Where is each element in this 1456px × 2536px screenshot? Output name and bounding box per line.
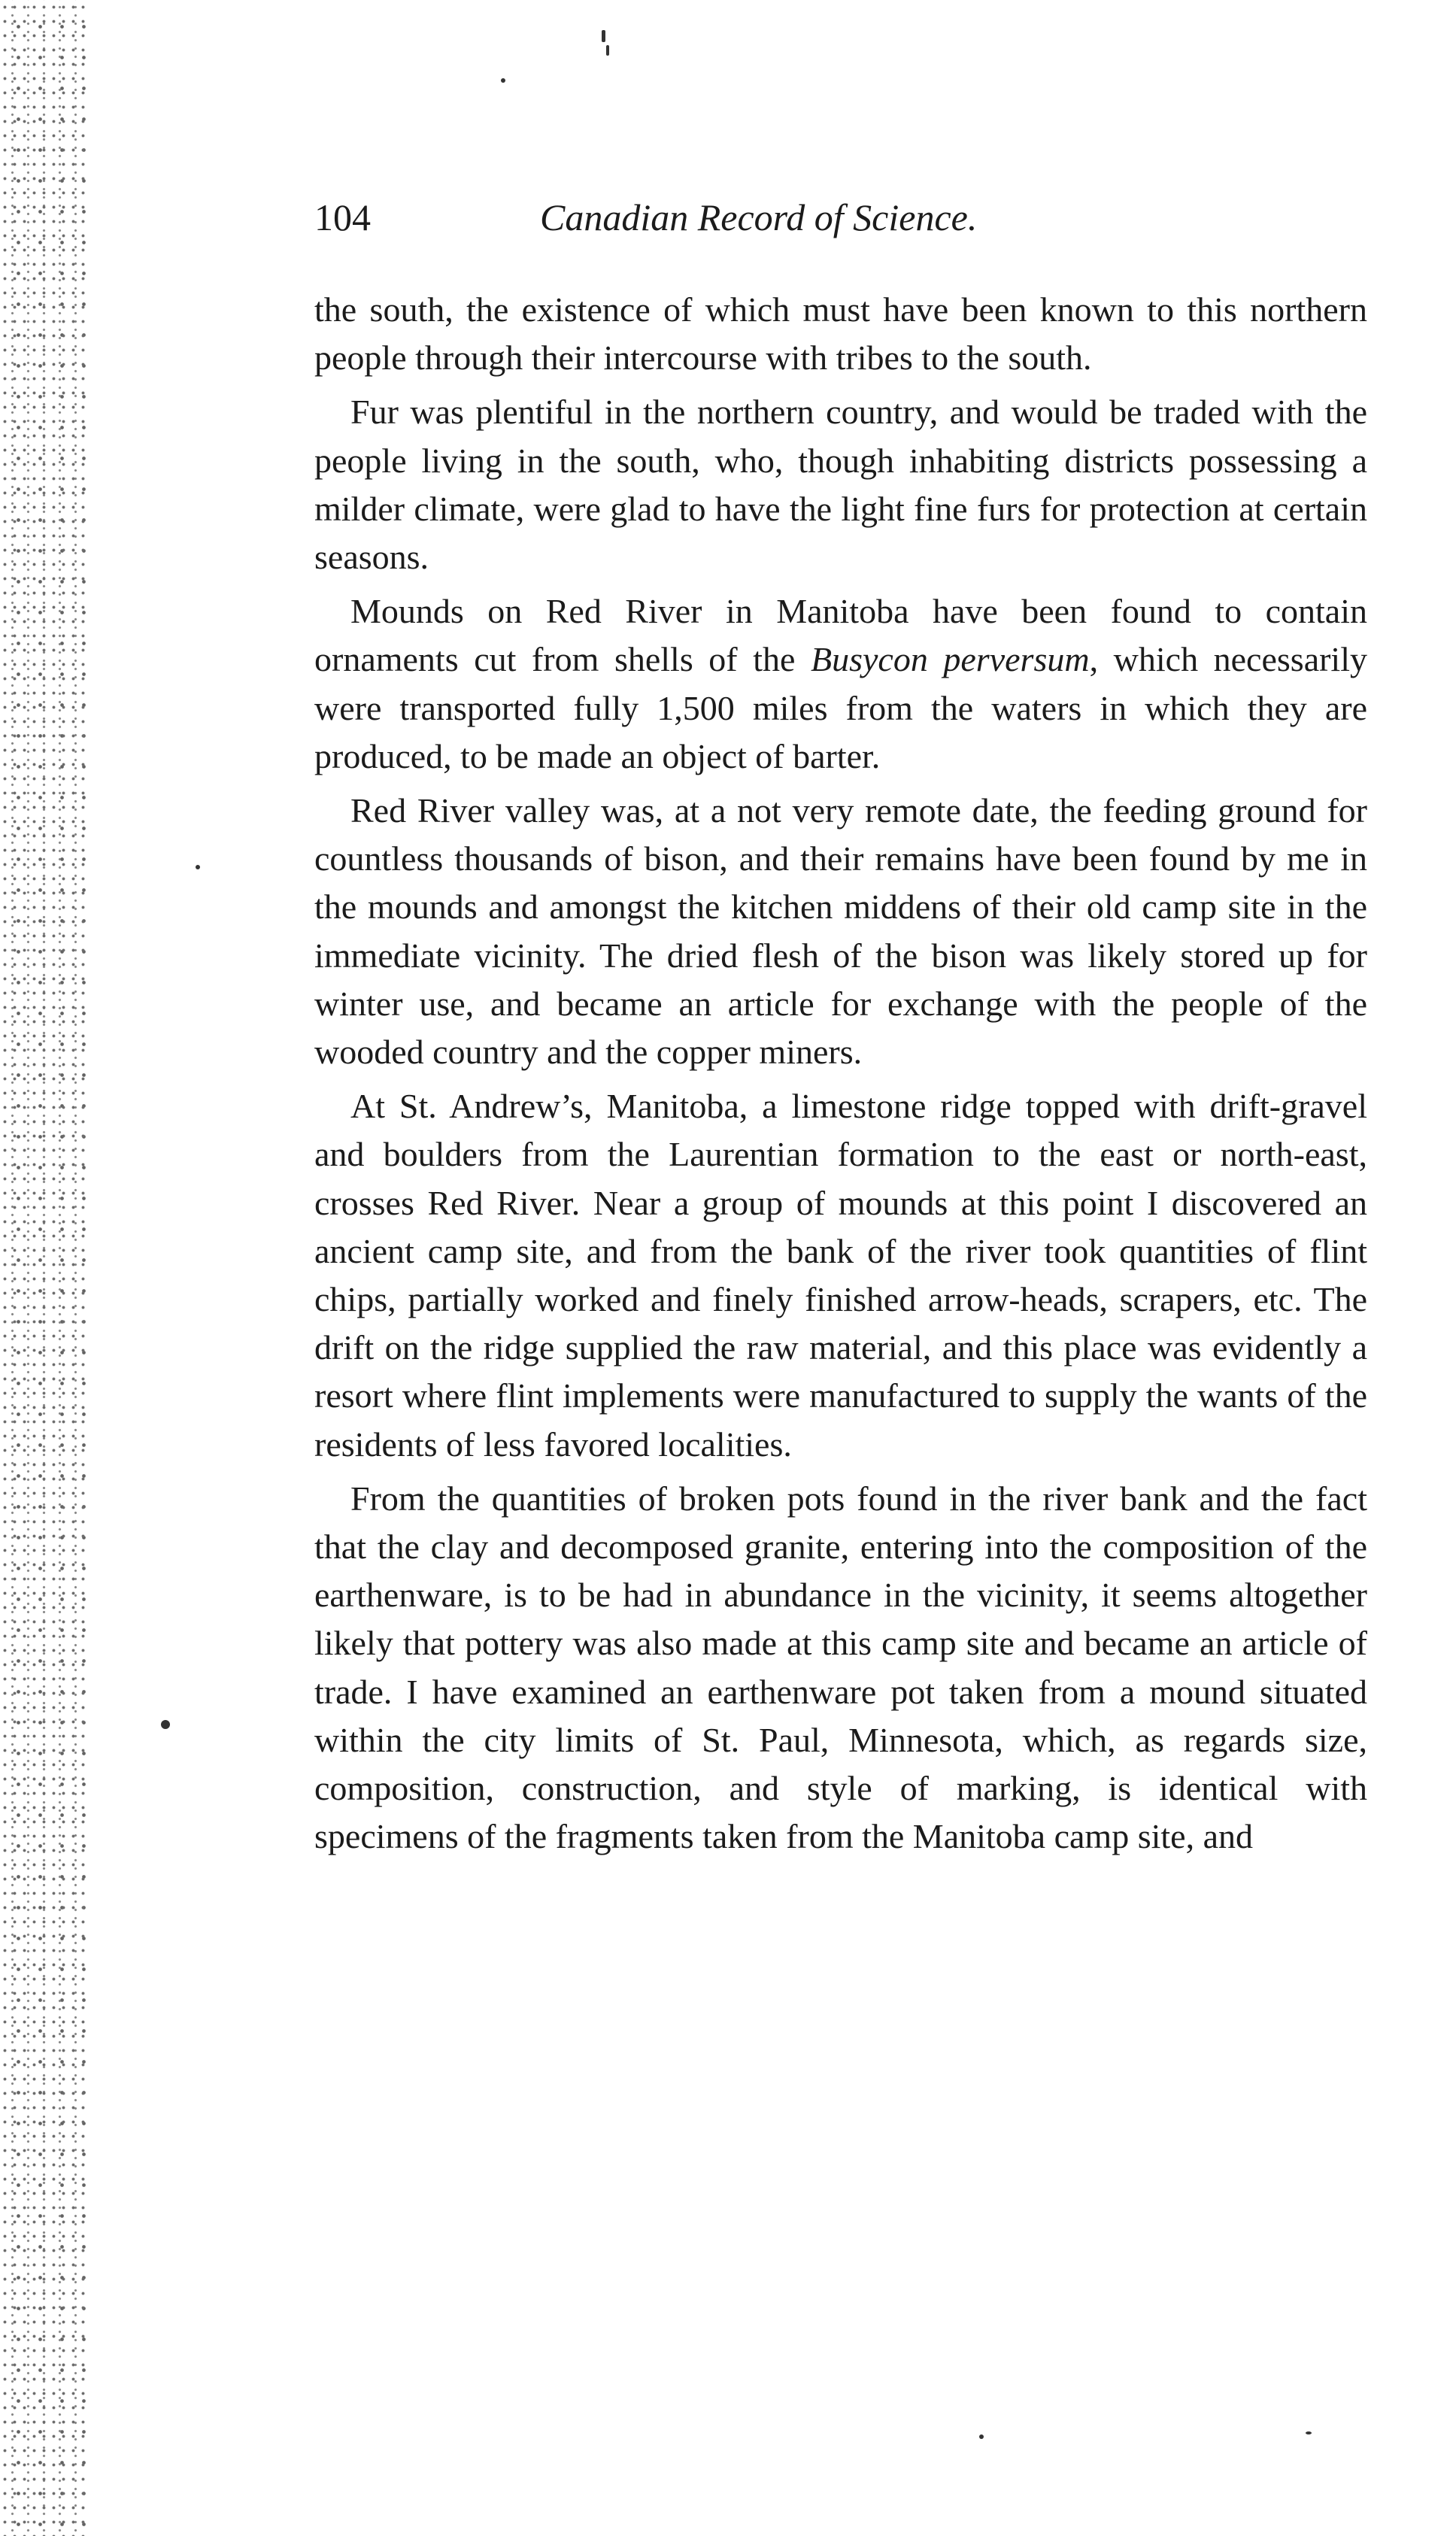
- print-speck: [979, 2434, 984, 2439]
- print-speck: [602, 30, 605, 42]
- paragraph: From the quantities of broken pots found in the river bank and the fact that the clay and decomposed granite, entering into the composition of the earthenware, is to be had in abundance in the vicinity, it seems altogether likely that pottery was also made at this camp site and became an article of trade. I have examined an earthenware pot taken from a mound situated within the city limits of St. Paul, Minnesota, which, as regards size, composition, construction, and style of marking, is identical with specimens of the fragments taken from the Manitoba camp site, and: [314, 1479, 1367, 1856]
- print-speck: [501, 78, 505, 83]
- print-speck: [161, 1720, 170, 1729]
- paragraph: At St. Andrew’s, Manitoba, a limestone ridge topped with drift-gravel and boulders from the Laurentian formation to the east or north-east, crosses Red River. Near a group of mounds at this point I discovered an ancient camp site, and from the bank of the river took quantities of flint chips, partially worked and finely finished arrow-heads, scrapers, etc. The drift on the ridge supplied the raw material, and this place was evidently a resort where flint implements were manufactured to supply the wants of the residents of less favored localities.: [314, 1087, 1367, 1464]
- print-speck: [196, 865, 200, 869]
- paragraph-text: , which necessarily were transported fully 1,500 miles from the waters in which they are produced, to be made an object of barter.: [314, 640, 1367, 775]
- species-name: Busycon perversum: [810, 640, 1090, 679]
- page-header: [314, 188, 1367, 256]
- print-speck: [606, 45, 609, 56]
- paragraph: Fur was plentiful in the northern country, and would be traded with the people living in the south, who, though inhabiting districts possessing a milder climate, were glad to have the light fine furs for protection at certain seasons.: [314, 393, 1367, 577]
- page-number: 104: [314, 196, 371, 238]
- print-speck: [1306, 2431, 1312, 2434]
- running-head: Canadian Record of Science.: [540, 196, 978, 238]
- paragraph: the south, the existence of which must have been known to this northern people through their intercourse with tribes to the south.: [314, 290, 1367, 378]
- paragraph-text: Mounds on Red River in Manitoba have been found to contain ornaments cut from shells of the: [314, 592, 1367, 679]
- paragraph: Red River valley was, at a not very remote date, the feeding ground for countless thousands of bison, and their remains have been found by me in the mounds and amongst the kitchen middens of their old camp site in the immediate vicinity. The dried flesh of the bison was likely stored up for winter use, and became an article for exchange with the people of the wooded country and the copper miners.: [314, 791, 1367, 1072]
- paragraph: [314, 587, 1367, 781]
- page-binding-edge: [0, 0, 89, 2536]
- body-text: [314, 286, 1367, 1867]
